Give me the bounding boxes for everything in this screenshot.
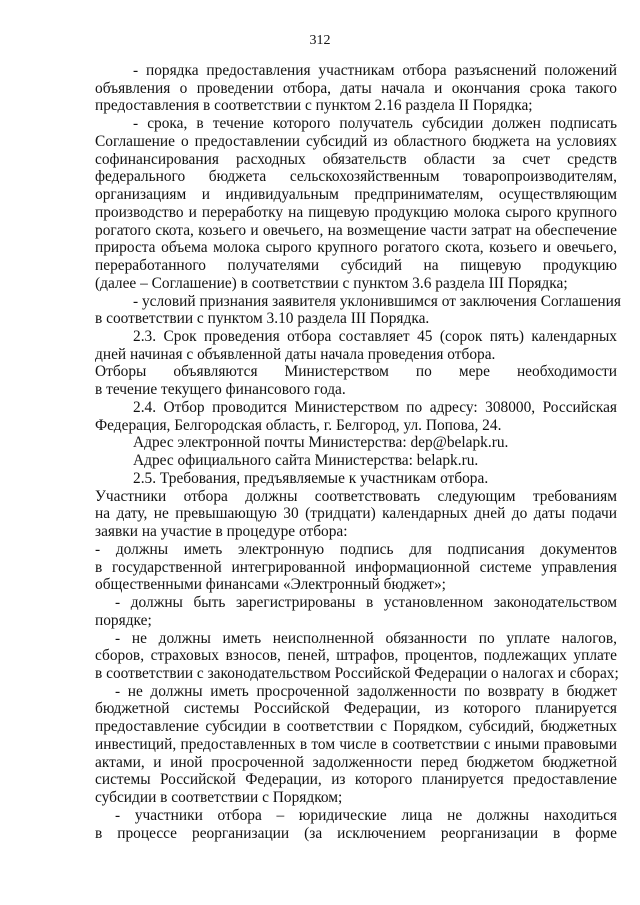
text-line: в течение текущего финансового года. <box>95 381 346 399</box>
text-line: в соответствии с пунктом 3.10 раздела III Порядка. <box>95 310 430 328</box>
text-line: бюджетной системы Российской Федерации, из которого планируется <box>95 700 617 718</box>
text-line: организациям и индивидуальным предпринимателям, осуществляющим <box>95 186 617 204</box>
text-line: 2.5. Требования, предъявляемые к участникам отбора. <box>133 469 489 487</box>
text-line: прироста объема молока сырого крупного рогатого скота, козьего и овечьего, <box>95 239 617 257</box>
text-line: - не должны иметь просроченной задолженности по возврату в бюджет <box>115 682 617 700</box>
text-line: - не должны иметь неисполненной обязанности по уплате налогов, <box>115 629 617 647</box>
text-line: Отборы объявляются Министерством по мере необходимости <box>95 363 617 381</box>
page-number: 312 <box>309 33 331 48</box>
text-line: порядке; <box>95 611 152 629</box>
text-line: объявления о проведении отбора, даты начала и окончания срока такого <box>95 79 617 97</box>
text-line: общественными финансами «Электронный бюджет»; <box>95 576 446 594</box>
text-line: переработанного получателями субсидий на пищевую продукцию <box>95 257 617 275</box>
text-line: в процессе реорганизации (за исключением реорганизации в форме <box>95 824 617 842</box>
text-line: сборов, страховых взносов, пеней, штрафов, процентов, подлежащих уплате <box>95 647 617 665</box>
text-line: системы Российской Федерации, из которого планируется предоставление <box>95 771 617 789</box>
text-line: Соглашение о предоставлении субсидий из областного бюджета на условиях <box>95 132 617 150</box>
text-line: на дату, не превышающую 30 (тридцати) календарных дней до даты подачи <box>95 505 617 523</box>
text-line: актами, и иной просроченной задолженности перед бюджетом бюджетной <box>95 753 617 771</box>
text-line: 2.3. Срок проведения отбора составляет 45 (сорок пять) календарных <box>133 328 617 346</box>
text-line: - срока, в течение которого получатель субсидии должен подписать <box>133 115 617 133</box>
text-line: - условий признания заявителя уклонившимся от заключения Соглашения <box>133 292 621 310</box>
text-line: - порядка предоставления участникам отбора разъяснений положений <box>133 62 617 79</box>
text-line: Адрес электронной почты Министерства: dep@belapk.ru. <box>133 434 509 452</box>
text-line: софинансирования расходных обязательств области за счет средств <box>95 150 617 168</box>
text-line: инвестиций, предоставленных в том числе в соответствии с иными правовыми <box>95 735 617 753</box>
text-line: - должны быть зарегистрированы в установленном законодательством <box>115 594 617 612</box>
text-line: в государственной интегрированной информационной системе управления <box>95 558 617 576</box>
text-line: федерального бюджета сельскохозяйственным товаропроизводителям, <box>95 168 617 186</box>
text-line: Адрес официального сайта Министерства: belapk.ru. <box>133 452 479 470</box>
text-line: заявки на участие в процедуре отбора: <box>95 523 348 541</box>
text-line: предоставления в соответствии с пунктом 2.16 раздела II Порядка; <box>95 97 533 115</box>
text-line: предоставление субсидии в соответствии с Порядком, субсидий, бюджетных <box>95 718 617 736</box>
text-line: (далее – Соглашение) в соответствии с пунктом 3.6 раздела III Порядка; <box>95 274 568 292</box>
text-line: - участники отбора – юридические лица не должны находиться <box>115 806 617 824</box>
text-line: 2.4. Отбор проводится Министерством по адресу: 308000, Российская <box>133 398 617 416</box>
text-line: субсидии в соответствии с Порядком; <box>95 789 343 807</box>
text-line: Федерация, Белгородская область, г. Белгород, ул. Попова, 24. <box>95 416 502 434</box>
text-line: в соответствии с законодательством Российской Федерации о налогах и сборах; <box>95 664 619 682</box>
document-body <box>95 62 621 842</box>
text-line: рогатого скота, козьего и овечьего, на возмещение части затрат на обеспечение <box>95 221 617 239</box>
text-line: дней начиная с объявленной даты начала проведения отбора. <box>95 345 496 363</box>
text-line: Участники отбора должны соответствовать следующим требованиям <box>95 487 617 505</box>
text-line: - должны иметь электронную подпись для подписания документов <box>95 540 617 558</box>
text-line: производство и переработку на пищевую продукцию молока сырого крупного <box>95 203 617 221</box>
